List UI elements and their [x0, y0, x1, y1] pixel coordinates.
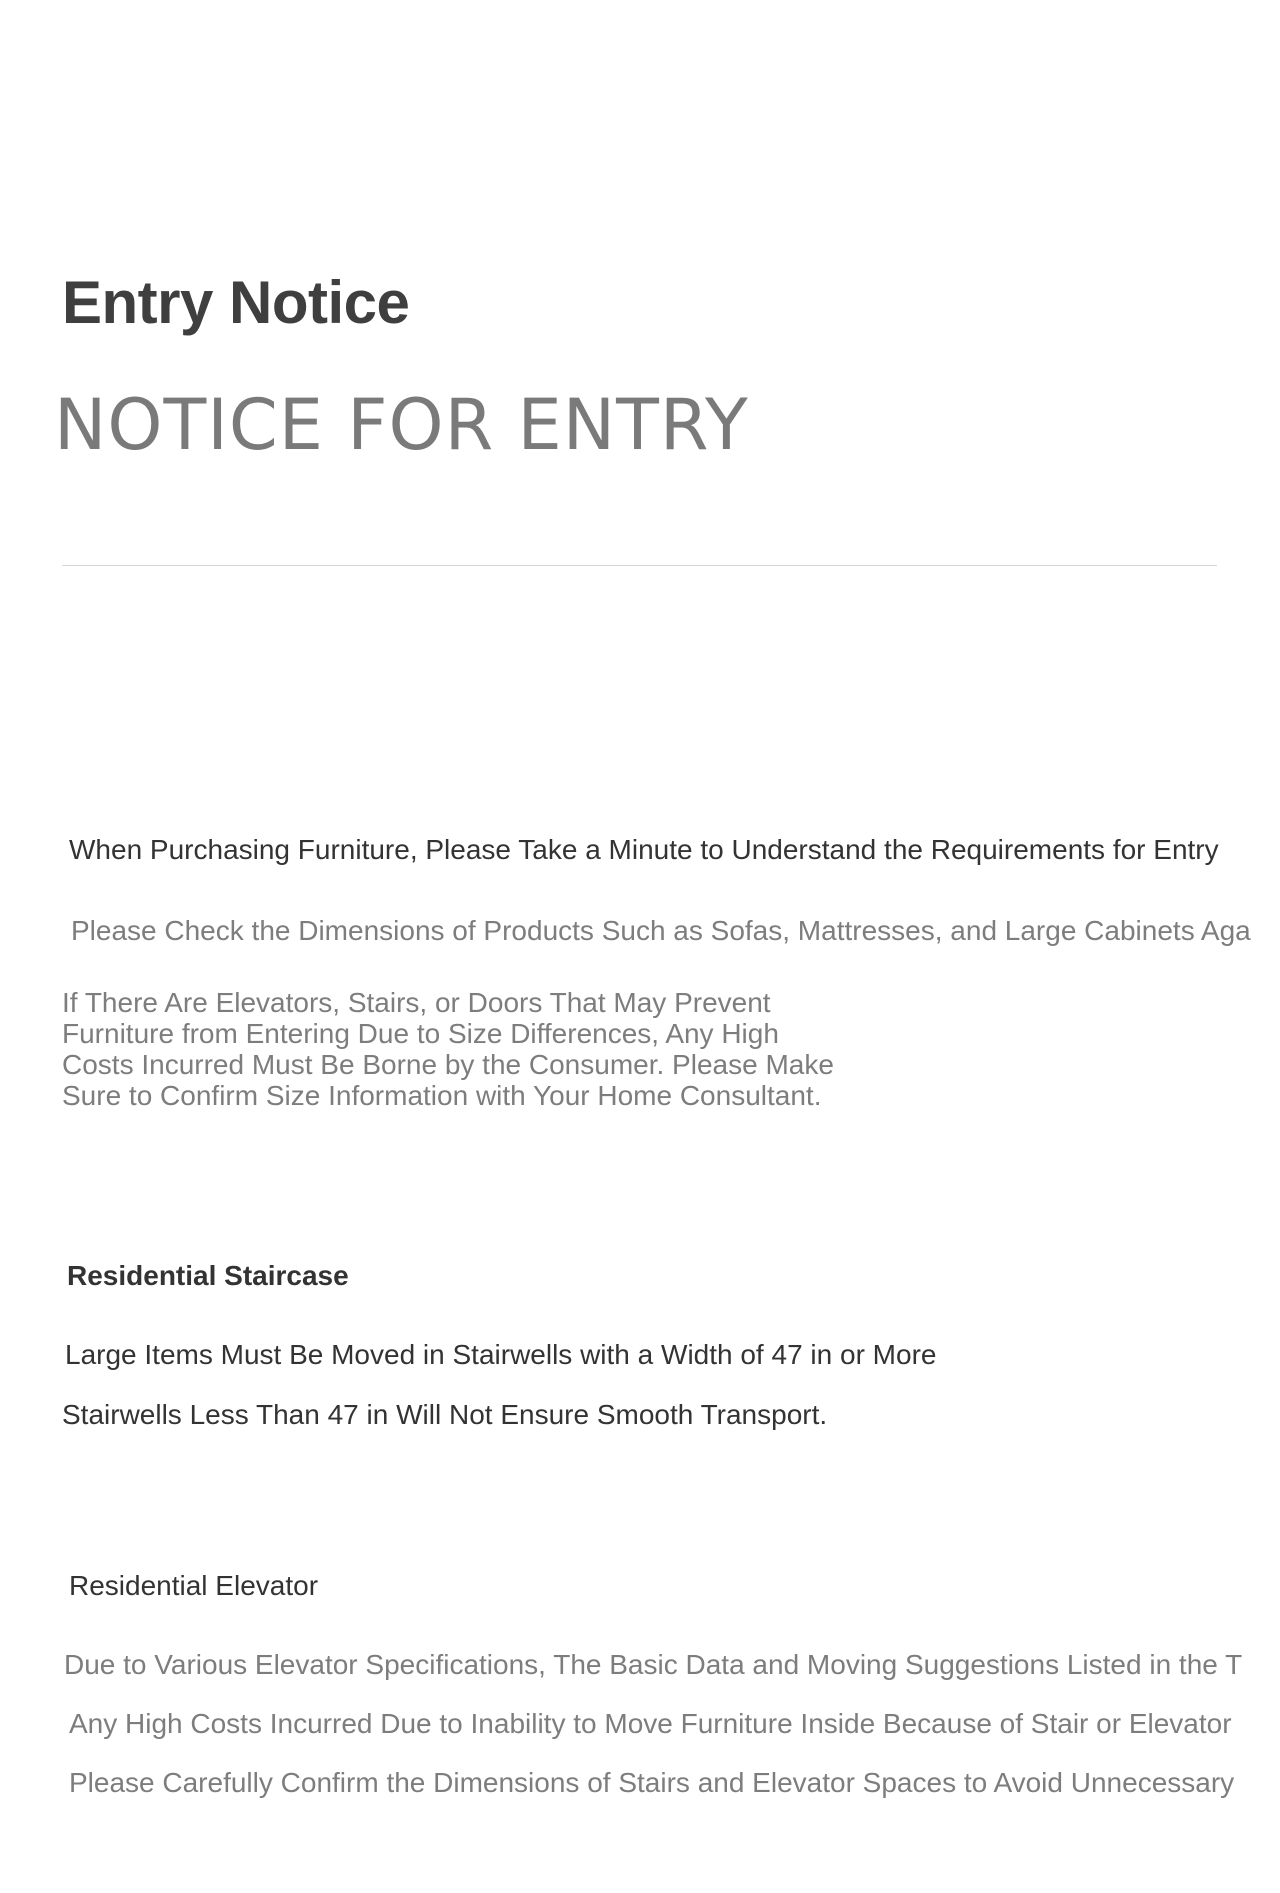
page-title: Entry Notice — [62, 269, 410, 336]
warning-line: Furniture from Entering Due to Size Differences, Any High — [62, 1018, 779, 1049]
warning-line: Costs Incurred Must Be Borne by the Consumer. Please Make — [62, 1049, 834, 1080]
dimension-check-text: Please Check the Dimensions of Products Such as Sofas, Mattresses, and Large Cabinets Aga — [71, 915, 1251, 946]
staircase-heading: Residential Staircase — [67, 1260, 349, 1291]
intro-heading: When Purchasing Furniture, Please Take a Minute to Understand the Requirements for Entry — [69, 834, 1219, 865]
elevator-cost-text: Any High Costs Incurred Due to Inability to Move Furniture Inside Because of Stair or Elevator — [69, 1708, 1232, 1739]
divider — [62, 565, 1217, 566]
page-subtitle: NOTICE FOR ENTRY — [54, 384, 749, 466]
warning-line: Sure to Confirm Size Information with Your Home Consultant. — [62, 1080, 822, 1111]
staircase-width-text: Large Items Must Be Moved in Stairwells with a Width of 47 in or More — [65, 1339, 937, 1370]
warning-line: If There Are Elevators, Stairs, or Doors That May Prevent — [62, 987, 771, 1018]
staircase-transport-text: Stairwells Less Than 47 in Will Not Ensure Smooth Transport. — [62, 1399, 828, 1430]
elevator-confirm-text: Please Carefully Confirm the Dimensions of Stairs and Elevator Spaces to Avoid Unnecessary — [69, 1767, 1235, 1798]
elevator-spec-text: Due to Various Elevator Specifications, The Basic Data and Moving Suggestions Listed in the T — [64, 1649, 1243, 1680]
entry-warning-paragraph — [62, 987, 834, 1111]
elevator-heading: Residential Elevator — [69, 1570, 319, 1601]
